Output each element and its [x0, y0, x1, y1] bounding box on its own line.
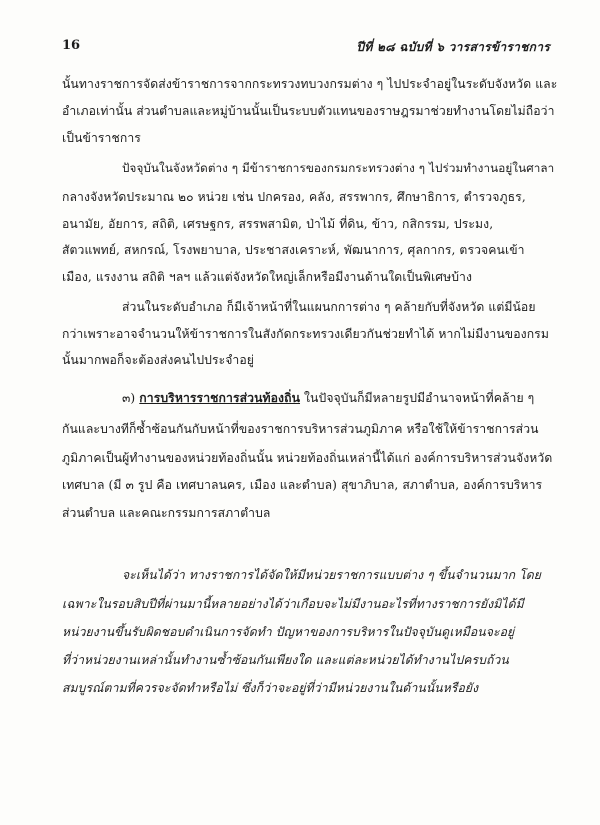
- summary-line: ที่ว่าหน่วยงานเหล่านั้นทำงานซ้ำซ้อนกันเพียงใด และแต่ละหน่วยได้ทำงานไปครบถ้วน: [62, 653, 509, 667]
- paragraph-line: กันและบางทีก็ซ้ำซ้อนกันกับหน้าที่ของราชการบริหารส่วนภูมิภาค หรือใช้ให้ข้าราชการส่วน: [62, 422, 539, 436]
- section-number: ๓): [122, 391, 136, 405]
- paragraph-line: เทศบาล (มี ๓ รูป คือ เทศบาลนคร, เมือง และตำบล) สุขาภิบาล, สภาตำบล, องค์การบริหาร: [62, 478, 543, 492]
- summary-line: จะเห็นได้ว่า ทางราชการได้จัดให้มีหน่วยราชการแบบต่าง ๆ ขึ้นจำนวนมาก โดย: [122, 568, 541, 582]
- section-title: การบริหารราชการส่วนท้องถิ่น: [139, 391, 301, 405]
- paragraph-line: นั้นทางราชการจัดส่งข้าราชการจากกระทรวงทบวงกรมต่าง ๆ ไปประจำอยู่ในระดับจังหวัด และ: [62, 77, 558, 91]
- paragraph-line: เป็นข้าราชการ: [62, 131, 141, 145]
- paragraph-line: ปัจจุบันในจังหวัดต่าง ๆ มีข้าราชการของกรมกระทรวงต่าง ๆ ไปร่วมทำงานอยู่ในศาลา: [122, 161, 555, 175]
- paragraph-line: ภูมิภาคเป็นผู้ทำงานของหน่วยท้องถิ่นนั้น หน่วยท้องถิ่นเหล่านี้ได้แก่ องค์การบริหารส่วนจังหวัด: [62, 451, 553, 465]
- summary-line: หน่วยงานขึ้นรับผิดชอบดำเนินการจัดทำ ปัญหาของการบริหารในปัจจุบันดูเหมือนจะอยู่: [62, 625, 515, 639]
- section-heading-line: [122, 390, 534, 406]
- paragraph-line: ส่วนตำบล และคณะกรรมการสภาตำบล: [62, 506, 271, 520]
- running-header: ปีที่ ๒๘ ฉบับที่ ๖ วารสารข้าราชการ: [356, 40, 550, 54]
- paragraph-line: เมือง, แรงงาน สถิติ ฯลฯ แล้วแต่จังหวัดใหญ่เล็กหรือมีงานด้านใดเป็นพิเศษบ้าง: [62, 270, 473, 284]
- paragraph-line: กว่าเพราะอาจจำนวนให้ข้าราชการในสังกัดกระทรวงเดียวกันช่วยทำได้ หากไม่มีงานของกรม: [62, 327, 549, 341]
- page-number: 16: [62, 38, 81, 53]
- paragraph-line: อำเภอเท่านั้น ส่วนตำบลและหมู่บ้านนั้นเป็นระบบตัวแทนของราษฎรมาช่วยทำงานโดยไม่ถือว่า: [62, 104, 555, 118]
- paragraph-line: กลางจังหวัดประมาณ ๒๐ หน่วย เช่น ปกครอง, คลัง, สรรพากร, ศึกษาธิการ, ตำรวจภูธร,: [62, 190, 526, 204]
- summary-line: สมบูรณ์ตามที่ควรจะจัดทำหรือไม่ ซึ่งก็ว่าจะอยู่ที่ว่ามีหน่วยงานในด้านนั้นหรือยัง: [62, 681, 479, 695]
- paragraph-line: อนามัย, อัยการ, สถิติ, เศรษฐกร, สรรพสามิต, ป่าไม้ ที่ดิน, ข้าว, กสิกรรม, ประมง,: [62, 217, 494, 231]
- section-first-line-text: ในปัจจุบันก็มีหลายรูปมีอำนาจหน้าที่คล้าย ๆ: [304, 391, 535, 405]
- paragraph-line: นั้นมากพอก็จะต้องส่งคนไปประจำอยู่: [62, 353, 255, 367]
- summary-line: เฉพาะในรอบสิบปีที่ผ่านมานี้หลายอย่างได้ว่าเกือบจะไม่มีงานอะไรที่ทางราชการยังมิได้มี: [62, 597, 524, 611]
- paragraph-line: สัตวแพทย์, สหกรณ์, โรงพยาบาล, ประชาสงเคราะห์, พัฒนาการ, ศุลกากร, ตรวจคนเข้า: [62, 243, 525, 257]
- paragraph-line: ส่วนในระดับอำเภอ ก็มีเจ้าหน้าที่ในแผนกการต่าง ๆ คล้ายกับที่จังหวัด แต่มีน้อย: [122, 300, 536, 314]
